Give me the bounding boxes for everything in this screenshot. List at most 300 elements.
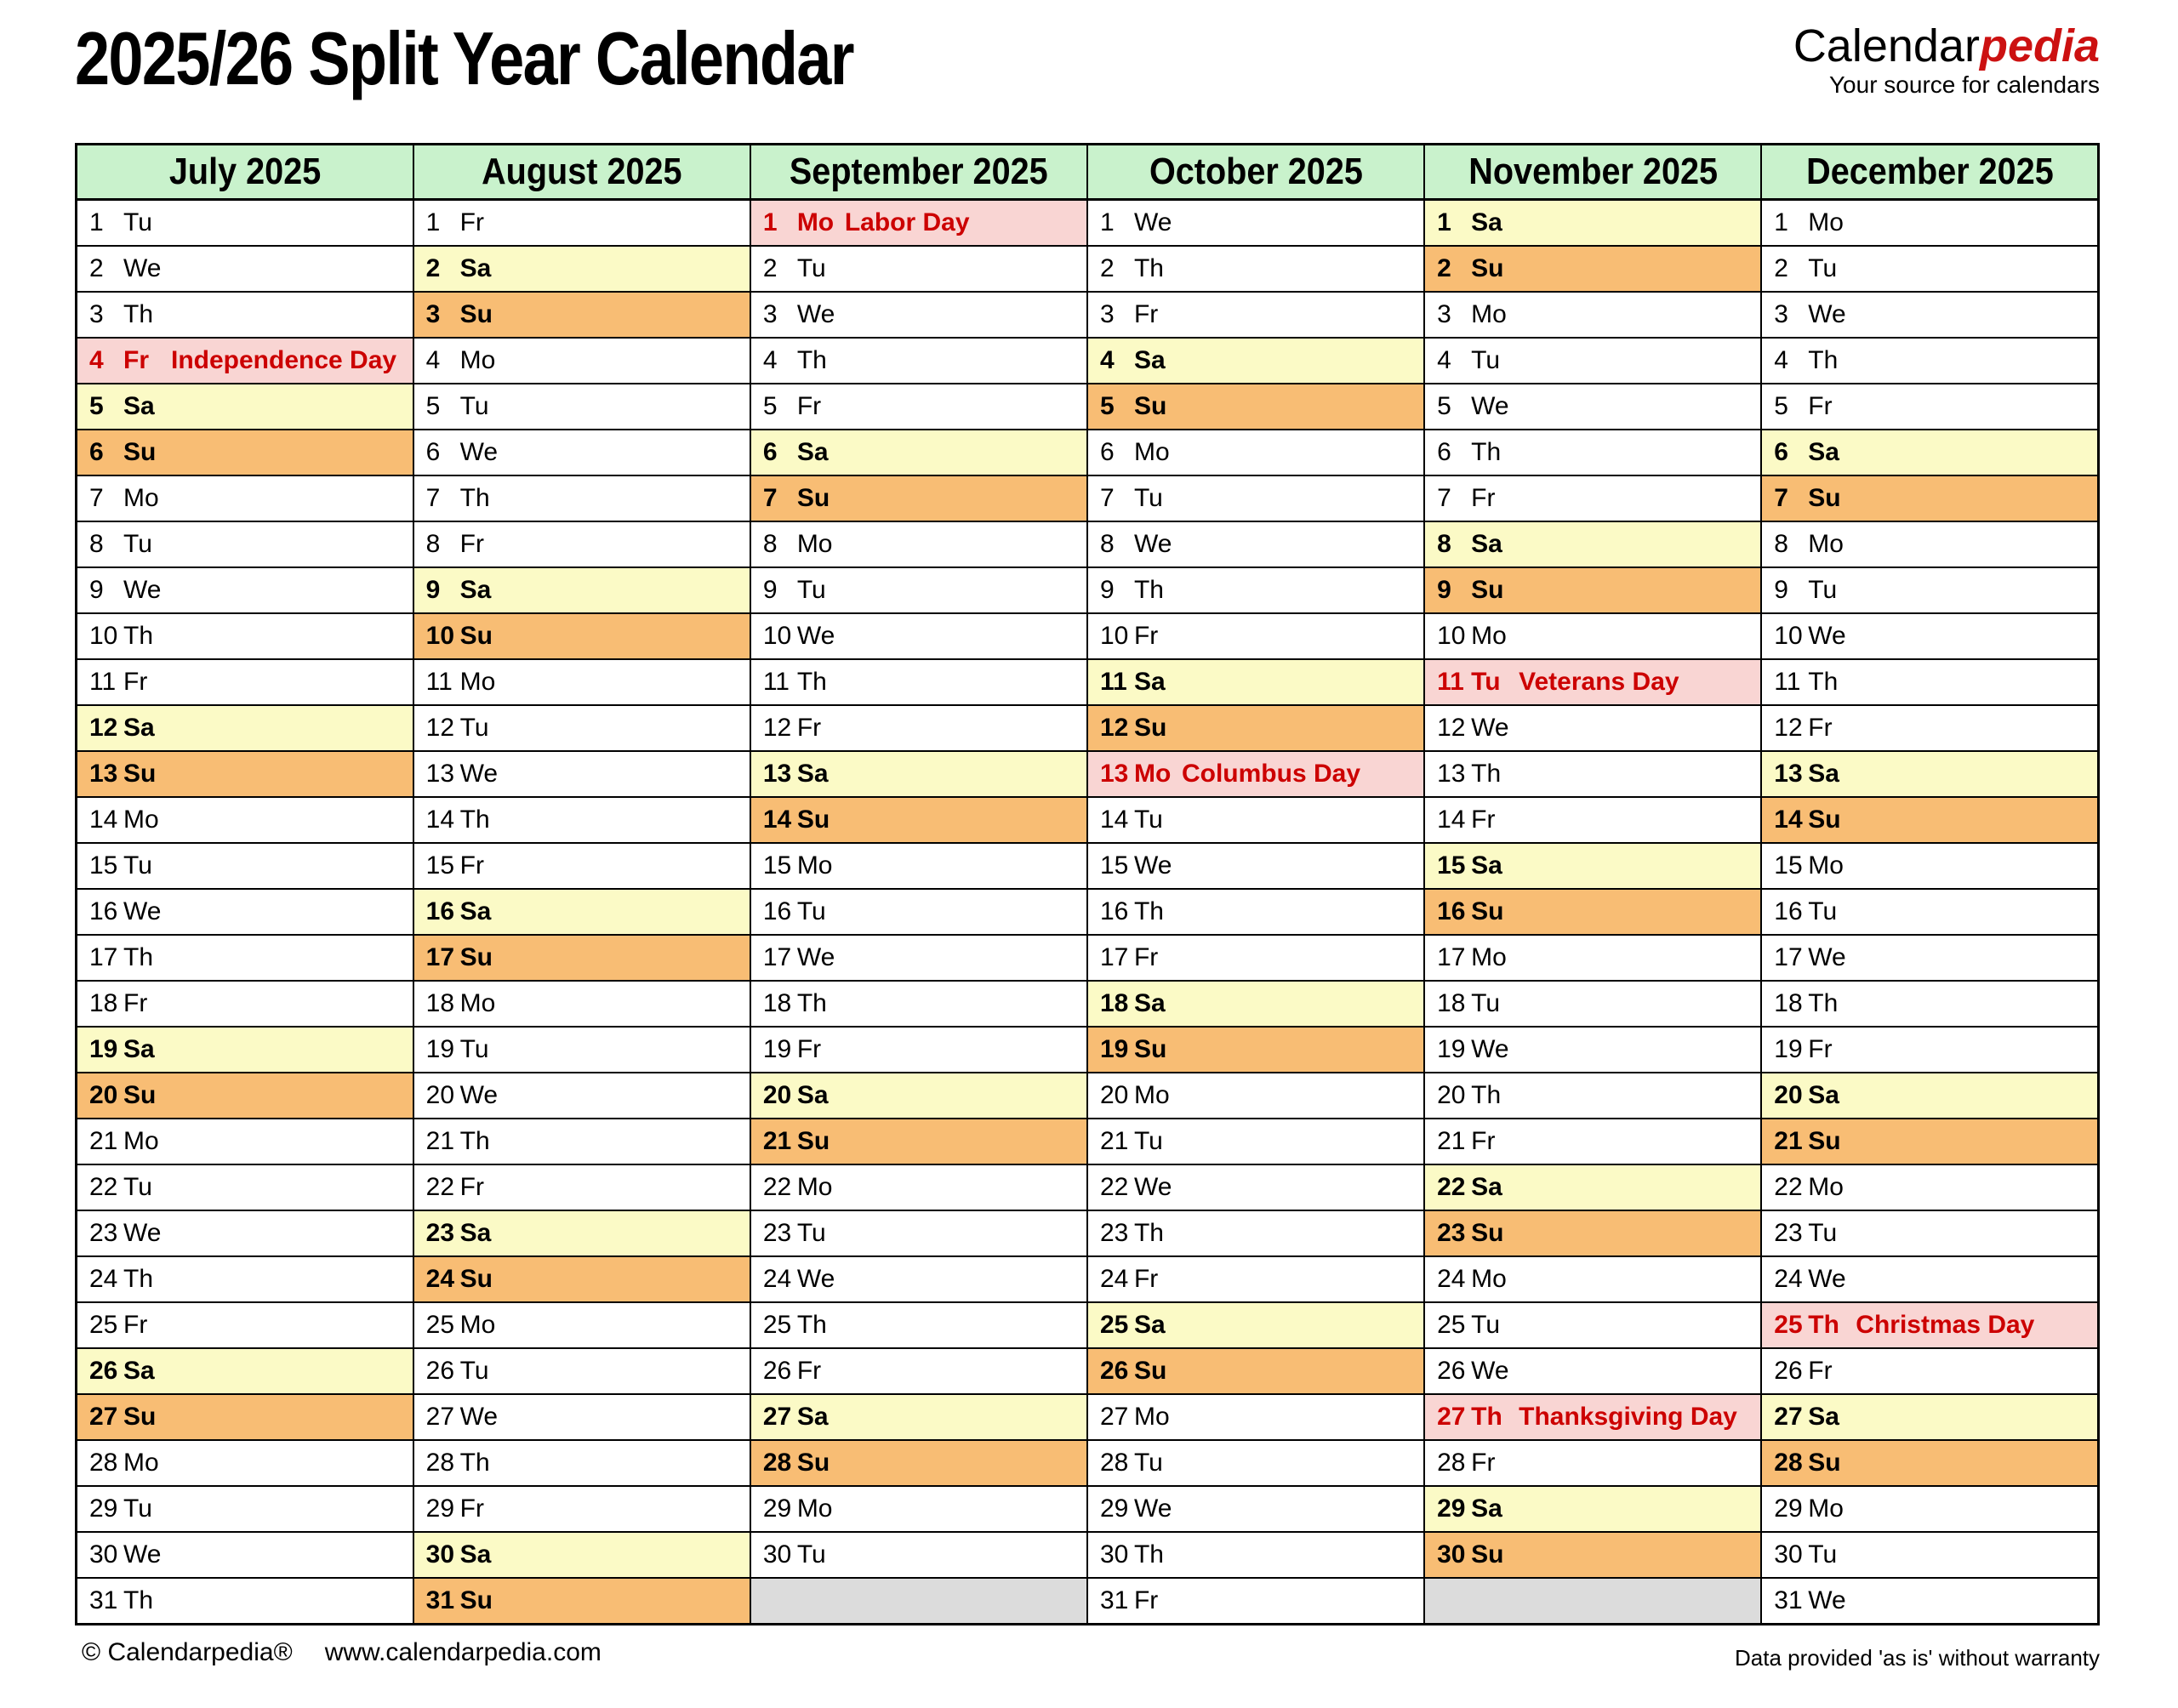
day-weekday: Su <box>1808 1449 1841 1477</box>
day-number: 13 <box>762 760 792 788</box>
day-weekday: Th <box>123 622 154 650</box>
day-weekday: We <box>123 576 162 604</box>
day-weekday: Mo <box>1133 1081 1170 1109</box>
day-number: 24 <box>1437 1265 1466 1293</box>
day-number: 26 <box>425 1357 455 1385</box>
day-cell-october-21 <box>1087 1119 1424 1164</box>
day-number: 22 <box>1774 1173 1803 1201</box>
day-weekday: We <box>796 943 835 971</box>
day-weekday: We <box>1471 1357 1509 1385</box>
day-number: 6 <box>89 438 104 466</box>
day-cell-september-2 <box>750 246 1087 292</box>
day-cell-october-19 <box>1087 1027 1424 1073</box>
day-weekday: We <box>1133 851 1172 880</box>
day-weekday: Mo <box>1808 851 1844 880</box>
day-number: 18 <box>425 989 455 1017</box>
calendarpedia-link[interactable]: www.calendarpedia.com <box>324 1638 602 1666</box>
day-cell-october-29 <box>1087 1486 1424 1532</box>
logo-tagline: Your source for calendars <box>1828 71 2100 98</box>
day-weekday: Fr <box>1471 1449 1496 1477</box>
day-cell-july-12 <box>77 705 413 751</box>
day-cell-october-31 <box>1087 1578 1424 1625</box>
day-number: 17 <box>762 943 792 971</box>
day-number: 14 <box>1774 806 1803 834</box>
day-row-6 <box>77 430 2099 475</box>
day-weekday: We <box>1808 1586 1846 1614</box>
day-number: 23 <box>89 1219 118 1247</box>
day-weekday: Mo <box>123 1449 159 1477</box>
day-weekday: Fr <box>123 668 148 696</box>
day-weekday: Fr <box>459 1494 484 1523</box>
day-weekday: Th <box>796 989 827 1017</box>
day-number: 4 <box>425 346 441 374</box>
day-weekday: Tu <box>796 897 826 925</box>
day-weekday: Fr <box>1471 1127 1496 1155</box>
day-cell-july-25 <box>77 1302 413 1348</box>
day-weekday: Fr <box>1133 1586 1159 1614</box>
day-cell-november-29 <box>1424 1486 1761 1532</box>
day-weekday: Tu <box>1471 989 1501 1017</box>
day-cell-november-27 <box>1424 1394 1761 1440</box>
day-number: 2 <box>1774 254 1788 282</box>
day-number: 28 <box>762 1449 792 1477</box>
day-cell-november-8 <box>1424 521 1761 567</box>
day-cell-november-28 <box>1424 1440 1761 1486</box>
day-weekday: Tu <box>123 1494 152 1523</box>
day-weekday: Tu <box>1808 897 1838 925</box>
day-row-21 <box>77 1119 2099 1164</box>
day-weekday: Fr <box>1471 806 1496 834</box>
day-cell-july-17 <box>77 935 413 981</box>
day-number: 25 <box>425 1311 455 1339</box>
day-cell-september-13 <box>750 751 1087 797</box>
month-header-september <box>750 145 1087 200</box>
day-weekday: We <box>459 1081 499 1109</box>
day-cell-august-31 <box>413 1578 750 1625</box>
day-number: 2 <box>1099 254 1115 282</box>
holiday-label: Columbus Day <box>1181 760 1360 788</box>
day-cell-august-8 <box>413 521 750 567</box>
day-cell-december-28 <box>1761 1440 2098 1486</box>
day-cell-august-22 <box>413 1164 750 1210</box>
day-weekday: Mo <box>123 484 159 512</box>
day-cell-november-4 <box>1424 338 1761 384</box>
day-number: 5 <box>425 392 441 420</box>
day-cell-july-28 <box>77 1440 413 1486</box>
day-cell-september-17 <box>750 935 1087 981</box>
day-weekday: Tu <box>796 1540 826 1569</box>
day-weekday: Sa <box>1133 668 1166 696</box>
day-weekday: We <box>1471 1035 1509 1063</box>
day-cell-september-20 <box>750 1073 1087 1119</box>
day-number: 16 <box>1774 897 1803 925</box>
day-number: 2 <box>89 254 104 282</box>
day-weekday: Tu <box>459 1357 489 1385</box>
month-header-november <box>1424 145 1761 200</box>
day-number: 28 <box>1099 1449 1129 1477</box>
day-cell-september-26 <box>750 1348 1087 1394</box>
day-cell-august-3 <box>413 292 750 338</box>
day-number: 30 <box>425 1540 455 1569</box>
day-number: 3 <box>1437 300 1451 328</box>
day-cell-november-23 <box>1424 1210 1761 1256</box>
day-weekday: Mo <box>796 208 835 236</box>
day-number: 11 <box>89 668 117 696</box>
day-cell-august-18 <box>413 981 750 1027</box>
day-cell-july-27 <box>77 1394 413 1440</box>
day-number: 5 <box>1774 392 1788 420</box>
day-weekday: Sa <box>1808 1403 1839 1431</box>
day-number: 14 <box>425 806 455 834</box>
day-number: 9 <box>762 576 778 604</box>
day-weekday: Tu <box>796 254 826 282</box>
day-cell-december-27 <box>1761 1394 2098 1440</box>
day-weekday: Tu <box>123 1173 152 1201</box>
day-weekday: Su <box>123 438 157 466</box>
day-number: 30 <box>762 1540 792 1569</box>
day-row-27 <box>77 1394 2099 1440</box>
day-cell-november-12 <box>1424 705 1761 751</box>
day-weekday: Sa <box>1133 346 1166 374</box>
day-number: 1 <box>1774 208 1788 236</box>
day-cell-december-23 <box>1761 1210 2098 1256</box>
day-number: 14 <box>762 806 792 834</box>
day-weekday: Th <box>123 1586 154 1614</box>
day-number: 19 <box>89 1035 118 1063</box>
day-weekday: Tu <box>796 576 826 604</box>
day-weekday: We <box>1133 530 1172 558</box>
day-cell-december-3 <box>1761 292 2098 338</box>
day-number: 1 <box>1099 208 1115 236</box>
day-cell-september-27 <box>750 1394 1087 1440</box>
day-weekday: Mo <box>1133 760 1172 788</box>
day-row-19 <box>77 1027 2099 1073</box>
empty-cell-september <box>750 1578 1087 1625</box>
day-number: 20 <box>1099 1081 1129 1109</box>
day-number: 13 <box>89 760 118 788</box>
day-number: 11 <box>762 668 790 696</box>
day-weekday: Sa <box>459 1219 492 1247</box>
logo-wordmark <box>1793 22 2100 71</box>
day-weekday: Sa <box>1133 1311 1166 1339</box>
day-row-14 <box>77 797 2099 843</box>
day-cell-october-18 <box>1087 981 1424 1027</box>
day-number: 30 <box>1774 1540 1803 1569</box>
day-cell-july-15 <box>77 843 413 889</box>
day-cell-september-23 <box>750 1210 1087 1256</box>
day-weekday: Sa <box>1808 760 1839 788</box>
day-number: 30 <box>1099 1540 1129 1569</box>
day-weekday: Sa <box>796 1081 829 1109</box>
day-weekday: Tu <box>1133 1449 1163 1477</box>
day-weekday: Th <box>1471 438 1502 466</box>
day-cell-december-9 <box>1761 567 2098 613</box>
day-weekday: Su <box>459 300 493 328</box>
day-weekday: We <box>123 254 162 282</box>
day-weekday: Tu <box>1808 576 1838 604</box>
day-cell-july-20 <box>77 1073 413 1119</box>
day-number: 27 <box>1774 1403 1803 1431</box>
day-number: 31 <box>1099 1586 1129 1614</box>
day-number: 31 <box>425 1586 455 1614</box>
day-number: 10 <box>762 622 792 650</box>
day-weekday: Sa <box>1471 208 1502 236</box>
day-number: 17 <box>1099 943 1129 971</box>
day-number: 28 <box>1437 1449 1466 1477</box>
day-number: 26 <box>1774 1357 1803 1385</box>
day-weekday: We <box>1471 392 1509 420</box>
day-cell-october-13 <box>1087 751 1424 797</box>
day-weekday: Th <box>1133 576 1164 604</box>
day-cell-august-9 <box>413 567 750 613</box>
day-weekday: Mo <box>1471 300 1507 328</box>
day-cell-july-3 <box>77 292 413 338</box>
day-weekday: Th <box>459 484 490 512</box>
month-header-label: November 2025 <box>1468 151 1718 192</box>
day-weekday: Su <box>1133 714 1167 742</box>
day-number: 23 <box>1774 1219 1803 1247</box>
day-number: 3 <box>762 300 778 328</box>
day-cell-july-24 <box>77 1256 413 1302</box>
day-number: 23 <box>425 1219 455 1247</box>
day-weekday: Tu <box>123 851 152 880</box>
day-weekday: Sa <box>459 1540 492 1569</box>
day-weekday: Mo <box>1808 1173 1844 1201</box>
day-weekday: Th <box>1471 760 1502 788</box>
day-cell-july-16 <box>77 889 413 935</box>
day-number: 8 <box>425 530 441 558</box>
day-number: 7 <box>89 484 104 512</box>
day-weekday: Tu <box>1471 346 1501 374</box>
day-number: 15 <box>762 851 792 880</box>
day-weekday: Fr <box>1133 1265 1159 1293</box>
day-cell-november-30 <box>1424 1532 1761 1578</box>
day-weekday: Sa <box>1133 989 1166 1017</box>
day-cell-december-20 <box>1761 1073 2098 1119</box>
day-cell-october-3 <box>1087 292 1424 338</box>
page-title: 2025/26 Split Year Calendar <box>75 16 853 100</box>
day-number: 15 <box>1437 851 1466 880</box>
day-number: 27 <box>762 1403 792 1431</box>
day-number: 2 <box>1437 254 1451 282</box>
day-cell-july-5 <box>77 384 413 430</box>
day-cell-october-28 <box>1087 1440 1424 1486</box>
day-number: 18 <box>89 989 118 1017</box>
day-cell-october-24 <box>1087 1256 1424 1302</box>
day-cell-july-19 <box>77 1027 413 1073</box>
day-weekday: Su <box>459 943 493 971</box>
day-number: 6 <box>1774 438 1788 466</box>
day-cell-november-9 <box>1424 567 1761 613</box>
day-number: 5 <box>1099 392 1115 420</box>
day-row-16 <box>77 889 2099 935</box>
day-number: 23 <box>762 1219 792 1247</box>
day-number: 5 <box>762 392 778 420</box>
day-cell-october-27 <box>1087 1394 1424 1440</box>
holiday-label: Independence Day <box>171 346 397 374</box>
day-weekday: Mo <box>459 1311 496 1339</box>
day-weekday: We <box>1133 208 1172 236</box>
day-number: 25 <box>1099 1311 1129 1339</box>
day-cell-september-12 <box>750 705 1087 751</box>
day-number: 8 <box>762 530 778 558</box>
day-row-1 <box>77 200 2099 247</box>
day-cell-december-8 <box>1761 521 2098 567</box>
footer-disclaimer: Data provided 'as is' without warranty <box>1734 1645 2100 1671</box>
day-weekday: Mo <box>1133 438 1170 466</box>
day-cell-november-1 <box>1424 200 1761 247</box>
day-weekday: Su <box>1133 1357 1167 1385</box>
month-header-label: December 2025 <box>1805 151 2054 192</box>
day-number: 10 <box>1774 622 1803 650</box>
day-cell-august-5 <box>413 384 750 430</box>
day-cell-august-15 <box>413 843 750 889</box>
day-number: 11 <box>425 668 453 696</box>
day-weekday: Mo <box>1471 943 1507 971</box>
day-number: 27 <box>1099 1403 1129 1431</box>
day-cell-october-7 <box>1087 475 1424 521</box>
day-cell-october-23 <box>1087 1210 1424 1256</box>
day-cell-november-17 <box>1424 935 1761 981</box>
day-number: 21 <box>1099 1127 1129 1155</box>
day-cell-november-18 <box>1424 981 1761 1027</box>
day-cell-october-14 <box>1087 797 1424 843</box>
day-weekday: Th <box>459 1127 490 1155</box>
day-weekday: Tu <box>1133 806 1163 834</box>
day-cell-september-28 <box>750 1440 1087 1486</box>
day-number: 23 <box>1437 1219 1466 1247</box>
day-weekday: We <box>1808 943 1846 971</box>
day-weekday: Sa <box>1471 1173 1502 1201</box>
day-cell-november-20 <box>1424 1073 1761 1119</box>
day-cell-december-12 <box>1761 705 2098 751</box>
day-weekday: Mo <box>459 668 496 696</box>
day-number: 13 <box>1437 760 1466 788</box>
day-weekday: Fr <box>796 714 822 742</box>
day-number: 16 <box>1099 897 1129 925</box>
day-cell-august-28 <box>413 1440 750 1486</box>
day-weekday: Fr <box>1808 714 1833 742</box>
day-weekday: We <box>1471 714 1509 742</box>
day-weekday: Mo <box>123 806 159 834</box>
holiday-label: Labor Day <box>844 208 970 236</box>
day-weekday: Sa <box>796 1403 829 1431</box>
day-cell-december-17 <box>1761 935 2098 981</box>
day-weekday: Tu <box>123 530 152 558</box>
day-number: 29 <box>762 1494 792 1523</box>
day-number: 8 <box>1774 530 1788 558</box>
day-number: 3 <box>425 300 441 328</box>
day-number: 22 <box>762 1173 792 1201</box>
day-cell-september-1 <box>750 200 1087 247</box>
day-number: 29 <box>1099 1494 1129 1523</box>
day-weekday: Th <box>459 1449 490 1477</box>
calendar-header-row <box>77 145 2099 200</box>
day-row-26 <box>77 1348 2099 1394</box>
day-cell-september-15 <box>750 843 1087 889</box>
day-weekday: Mo <box>1471 622 1507 650</box>
day-weekday: Su <box>1808 806 1841 834</box>
day-weekday: Mo <box>1808 1494 1844 1523</box>
day-cell-september-30 <box>750 1532 1087 1578</box>
day-row-15 <box>77 843 2099 889</box>
day-number: 13 <box>1774 760 1803 788</box>
day-cell-july-1 <box>77 200 413 247</box>
day-weekday: Mo <box>459 989 496 1017</box>
day-weekday: We <box>459 438 499 466</box>
day-weekday: Th <box>1133 897 1164 925</box>
day-cell-july-10 <box>77 613 413 659</box>
month-header-label: September 2025 <box>790 151 1048 192</box>
day-number: 1 <box>1437 208 1451 236</box>
day-cell-july-2 <box>77 246 413 292</box>
day-cell-august-29 <box>413 1486 750 1532</box>
day-weekday: Su <box>1471 1540 1504 1569</box>
day-number: 18 <box>1774 989 1803 1017</box>
day-row-4 <box>77 338 2099 384</box>
day-weekday: Fr <box>1133 943 1159 971</box>
day-cell-november-11 <box>1424 659 1761 705</box>
day-weekday: Sa <box>796 438 829 466</box>
day-cell-november-6 <box>1424 430 1761 475</box>
day-cell-december-30 <box>1761 1532 2098 1578</box>
day-number: 7 <box>762 484 778 512</box>
day-cell-july-7 <box>77 475 413 521</box>
day-row-29 <box>77 1486 2099 1532</box>
day-weekday: Sa <box>1471 1494 1502 1523</box>
day-number: 13 <box>425 760 455 788</box>
day-number: 22 <box>1099 1173 1129 1201</box>
day-number: 26 <box>1099 1357 1129 1385</box>
day-number: 9 <box>1099 576 1115 604</box>
day-number: 26 <box>89 1357 118 1385</box>
day-cell-september-6 <box>750 430 1087 475</box>
day-cell-december-13 <box>1761 751 2098 797</box>
day-cell-august-30 <box>413 1532 750 1578</box>
day-row-22 <box>77 1164 2099 1210</box>
day-number: 21 <box>1437 1127 1466 1155</box>
day-cell-september-7 <box>750 475 1087 521</box>
day-number: 4 <box>1774 346 1788 374</box>
day-number: 4 <box>762 346 778 374</box>
day-weekday: Sa <box>123 714 155 742</box>
day-number: 10 <box>425 622 455 650</box>
day-cell-october-9 <box>1087 567 1424 613</box>
day-number: 29 <box>1774 1494 1803 1523</box>
day-weekday: Mo <box>796 1173 833 1201</box>
day-cell-august-17 <box>413 935 750 981</box>
day-number: 13 <box>1099 760 1129 788</box>
day-number: 6 <box>762 438 778 466</box>
day-weekday: Mo <box>123 1127 159 1155</box>
day-number: 9 <box>1437 576 1451 604</box>
day-cell-july-23 <box>77 1210 413 1256</box>
day-weekday: Tu <box>1808 1540 1838 1569</box>
day-cell-october-22 <box>1087 1164 1424 1210</box>
empty-cell-november <box>1424 1578 1761 1625</box>
day-weekday: Sa <box>1808 1081 1839 1109</box>
day-weekday: We <box>123 1219 162 1247</box>
day-number: 19 <box>425 1035 455 1063</box>
day-weekday: Fr <box>1133 622 1159 650</box>
day-weekday: Tu <box>796 1219 826 1247</box>
day-weekday: Su <box>1471 897 1504 925</box>
day-cell-september-11 <box>750 659 1087 705</box>
day-cell-october-20 <box>1087 1073 1424 1119</box>
day-number: 31 <box>1774 1586 1803 1614</box>
day-weekday: We <box>796 1265 835 1293</box>
month-header-october <box>1087 145 1424 200</box>
